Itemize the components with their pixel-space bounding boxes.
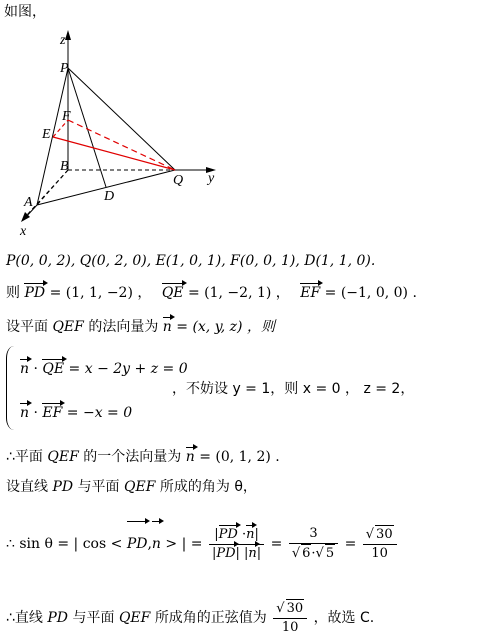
eq2-rhs: = −x = 0 bbox=[66, 405, 133, 421]
normal-intro bbox=[6, 318, 275, 336]
eq1-rhs: = x − 2y + z = 0 bbox=[68, 361, 188, 377]
geometry-figure bbox=[0, 0, 491, 250]
angle-pre: 设直线 bbox=[6, 479, 48, 495]
vectors-prefix: 则 bbox=[6, 285, 20, 301]
vector-PD-value: = (1, 1, −2) ， bbox=[49, 285, 152, 301]
angle-plane: QEF bbox=[124, 479, 156, 495]
label-x: x bbox=[20, 224, 27, 239]
sin-formula bbox=[6, 522, 399, 568]
label-z: z bbox=[60, 33, 66, 48]
normal-intro-mid: 的法向量为 bbox=[88, 319, 159, 335]
label-A: A bbox=[24, 195, 33, 210]
conclusion-fraction bbox=[273, 599, 307, 637]
label-B: B bbox=[60, 159, 69, 174]
conclusion-post: 所成角的正弦值为 bbox=[154, 610, 267, 626]
vectors-line bbox=[6, 284, 417, 302]
angle-post: 所成的角为 θ， bbox=[159, 479, 257, 495]
vector-PD: PD bbox=[24, 285, 46, 301]
vector-EF-value: = (−1, 0, 0) . bbox=[324, 285, 417, 301]
fraction-main bbox=[209, 526, 264, 563]
vector-QE-value: = (1, −2, 1) ， bbox=[187, 285, 290, 301]
intro-text: 如图， bbox=[4, 4, 46, 20]
conclusion-line-name: PD bbox=[47, 610, 69, 626]
label-D: D bbox=[104, 189, 115, 204]
system-eq2 bbox=[20, 404, 132, 422]
angle-mid: 与平面 bbox=[77, 479, 120, 495]
normal-intro-value: = (x, y, z) ，则 bbox=[176, 319, 275, 335]
fraction-second-num: 3 bbox=[289, 525, 338, 544]
label-E: E bbox=[42, 127, 51, 142]
label-P: P bbox=[60, 61, 69, 76]
eq2-n: n bbox=[20, 405, 30, 421]
normal-result-n: n bbox=[185, 449, 195, 465]
normal-intro-pre: 设平面 bbox=[6, 319, 48, 335]
vector-QE: QE bbox=[161, 285, 184, 301]
coords-line: P(0, 0, 2), Q(0, 2, 0), E(1, 0, 1), F(0, 0, 1), D(1, 1, 0). bbox=[6, 253, 376, 269]
z-axis-arrow bbox=[65, 30, 71, 40]
system-eq1 bbox=[20, 360, 188, 378]
sin-close: > | = bbox=[165, 536, 203, 552]
fraction-result-den: 10 bbox=[371, 546, 388, 561]
normal-result-mid: 的一个法向量为 bbox=[83, 449, 182, 465]
fraction-second-den: √ 6·√ 5 bbox=[291, 546, 335, 561]
conclusion-tail: ，故选 C. bbox=[313, 610, 375, 626]
eq2-dot: · bbox=[33, 405, 38, 421]
system-brace bbox=[6, 346, 15, 430]
eq1-dot: · bbox=[33, 361, 38, 377]
sin-vec-n: n bbox=[152, 522, 161, 566]
fraction-main-den: |PD| |n| bbox=[211, 545, 262, 561]
normal-intro-plane: QEF bbox=[52, 319, 84, 335]
eq2-vector: EF bbox=[42, 405, 63, 421]
conclusion-fraction-num: √ 30 bbox=[273, 599, 307, 619]
normal-result-pre: ∴平面 bbox=[6, 449, 43, 465]
edge-BA bbox=[37, 170, 68, 205]
fraction-result-num: √ 30 bbox=[363, 525, 397, 545]
normal-result-value: = (0, 1, 2) . bbox=[199, 449, 280, 465]
sin-lhs: ∴ sin θ = | cos < bbox=[6, 536, 123, 552]
angle-line-name: PD bbox=[52, 479, 74, 495]
conclusion-line bbox=[6, 598, 374, 640]
sin-eq3: = bbox=[344, 536, 357, 552]
fraction-result bbox=[363, 525, 397, 563]
normal-vector-n: n bbox=[162, 319, 172, 335]
eq1-vector: QE bbox=[42, 361, 65, 377]
eq1-n: n bbox=[20, 361, 30, 377]
conclusion-plane: QEF bbox=[118, 610, 151, 626]
angle-line bbox=[6, 478, 257, 496]
conclusion-pre: ∴直线 bbox=[6, 610, 43, 626]
label-y: y bbox=[208, 171, 215, 186]
sin-eq2: = bbox=[270, 536, 283, 552]
vector-EF: EF bbox=[300, 285, 321, 301]
label-Q: Q bbox=[173, 173, 184, 188]
label-F: F bbox=[62, 109, 71, 124]
fraction-main-num: |PD ·n| bbox=[209, 526, 264, 545]
conclusion-fraction-den: 10 bbox=[281, 620, 299, 635]
normal-result-plane: QEF bbox=[47, 449, 79, 465]
sin-comma: , bbox=[147, 536, 152, 552]
fraction-second bbox=[289, 525, 338, 563]
sin-vec-PD: PD bbox=[127, 522, 148, 566]
conclusion-mid: 与平面 bbox=[72, 610, 115, 626]
normal-result bbox=[6, 448, 280, 466]
system-side-note: ，不妨设 y = 1，则 x = 0 ， z = 2， bbox=[172, 381, 415, 397]
